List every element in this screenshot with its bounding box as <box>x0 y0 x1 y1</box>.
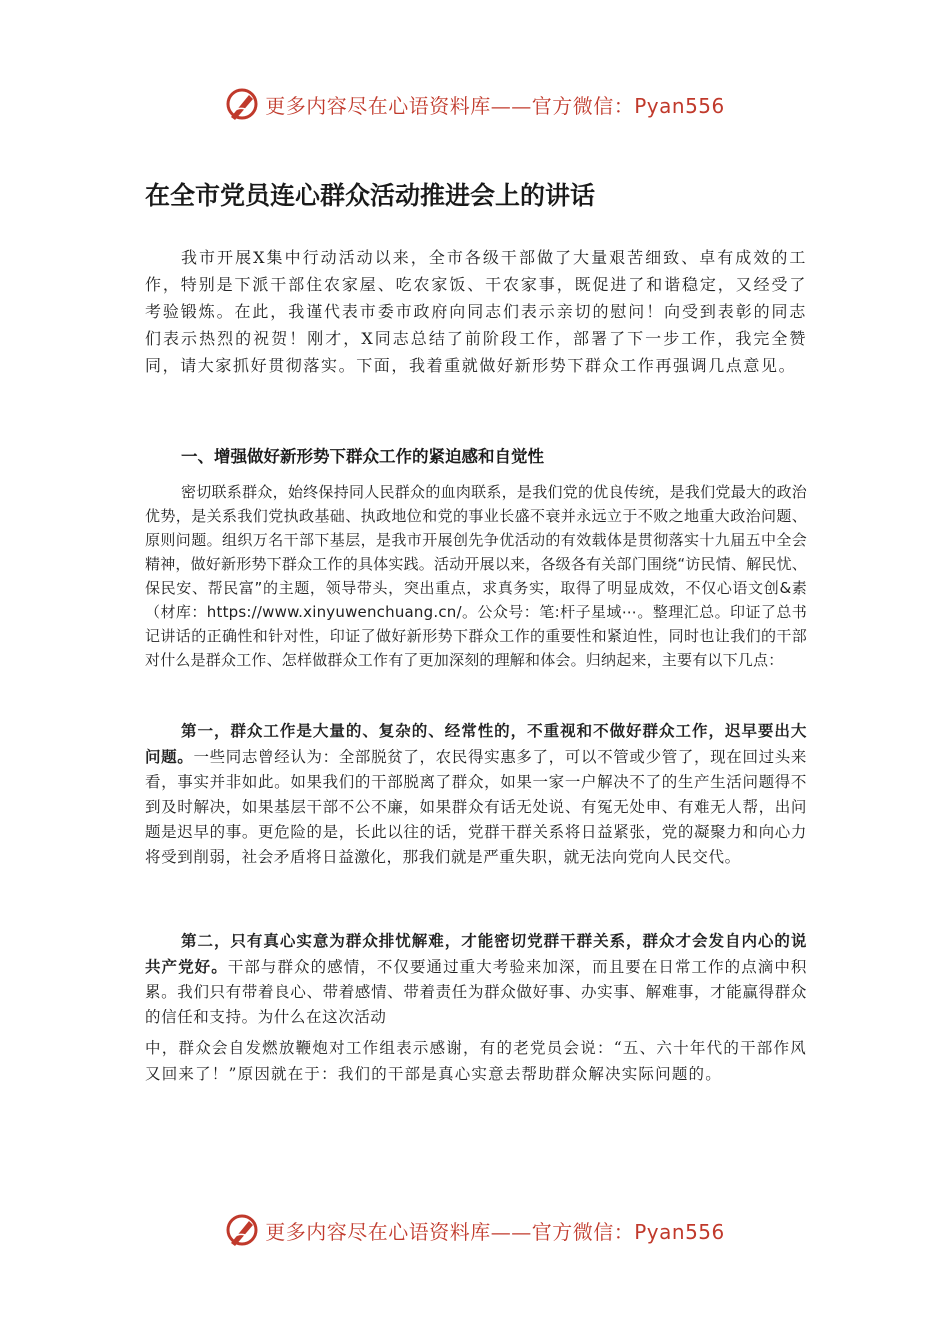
header-banner <box>0 84 950 124</box>
section-paragraph: 密切联系群众，始终保持同人民群众的血肉联系，是我们党的优良传统，是我们党最大的政治优势，是关系我们党执政基础、执政地位和党的事业长盛不衰并永远立于不败之地重大政治问题、原则问题。组织万名干部下基层，是我市开展创先争优活动的有效载体是贯彻落实十九届五中全会精神，做好新形势下群众工作的具体实践。活动开展以来，各级各有关部门围绕“访民情、解民忧、保民安、帮民富”的主题，领导带头，突出重点，求真务实，取得了明显成效，不仅心语文创&素（材库：https://www.xinyuwenchuang.cn/。公众号：笔:杆子星域⋯。整理汇总。印证了总书记讲话的正确性和针对性，印证了做好新形势下群众工作的重要性和紧迫性，同时也让我们的干部对什么是群众工作、怎样做群众工作有了更加深刻的理解和体会。归纳起来，主要有以下几点： <box>145 483 807 669</box>
pen-logo-icon <box>225 87 259 121</box>
point-two-continuation: 中，群众会自发燃放鞭炮对工作组表示感谢，有的老党员会说：“五、六十年代的干部作风又回来了！”原因就在于：我们的干部是真心实意去帮助群众解决实际问题的。 <box>145 1039 807 1083</box>
point-one-lead: 第一，群众工作是大量的、复杂的、经常性的，不重视和不做好群众工作，迟早要出大问题。 <box>145 721 807 766</box>
section-heading: 一、增强做好新形势下群众工作的紧迫感和自觉性 <box>181 447 544 466</box>
point-two-paragraph <box>145 928 807 1030</box>
banner-text: 更多内容尽在心语资料库——官方微信：Pyan556 <box>265 93 725 118</box>
footer-banner <box>0 1210 950 1250</box>
point-two-lead: 第二，只有真心实意为群众排忧解难，才能密切党群干群关系，群众才会发自内心的说共产党好。 <box>145 931 807 976</box>
pen-logo-icon <box>225 1213 259 1247</box>
intro-paragraph: 我市开展X集中行动活动以来，全市各级干部做了大量艰苦细致、卓有成效的工作，特别是下派干部住农家屋、吃农家饭、干农家事，既促进了和谐稳定，又经受了考验锻炼。在此，我谨代表市委市政府向同志们表示亲切的慰问！向受到表彰的同志们表示热烈的祝贺！刚才，X同志总结了前阶段工作，部署了下一步工作，我完全赞同，请大家抓好贯彻落实。下面，我着重就做好新形势下群众工作再强调几点意见。 <box>145 248 807 375</box>
page-title: 在全市党员连心群众活动推进会上的讲话 <box>145 181 596 210</box>
banner-text: 更多内容尽在心语资料库——官方微信：Pyan556 <box>265 1219 725 1244</box>
point-one-body: 一些同志曾经认为：全部脱贫了，农民得实惠多了，可以不管或少管了，现在回过头来看，事实并非如此。如果我们的干部脱离了群众，如果一家一户解决不了的生产生活问题得不到及时解决，如果基层干部不公不廉，如果群众有话无处说、有冤无处申、有难无人帮，出问题是迟早的事。更危险的是，长此以往的话，党群干群关系将日益紧张，党的凝聚力和向心力将受到削弱，社会矛盾将日益激化，那我们就是严重失职，就无法向党向人民交代。 <box>145 748 807 866</box>
point-two-body: 干部与群众的感情，不仅要通过重大考验来加深，而且要在日常工作的点滴中积累。我们只有带着良心、带着感情、带着责任为群众做好事、办实事、解难事，才能赢得群众的信任和支持。为什么在这次活动 <box>145 958 807 1026</box>
point-one-paragraph <box>145 718 807 870</box>
